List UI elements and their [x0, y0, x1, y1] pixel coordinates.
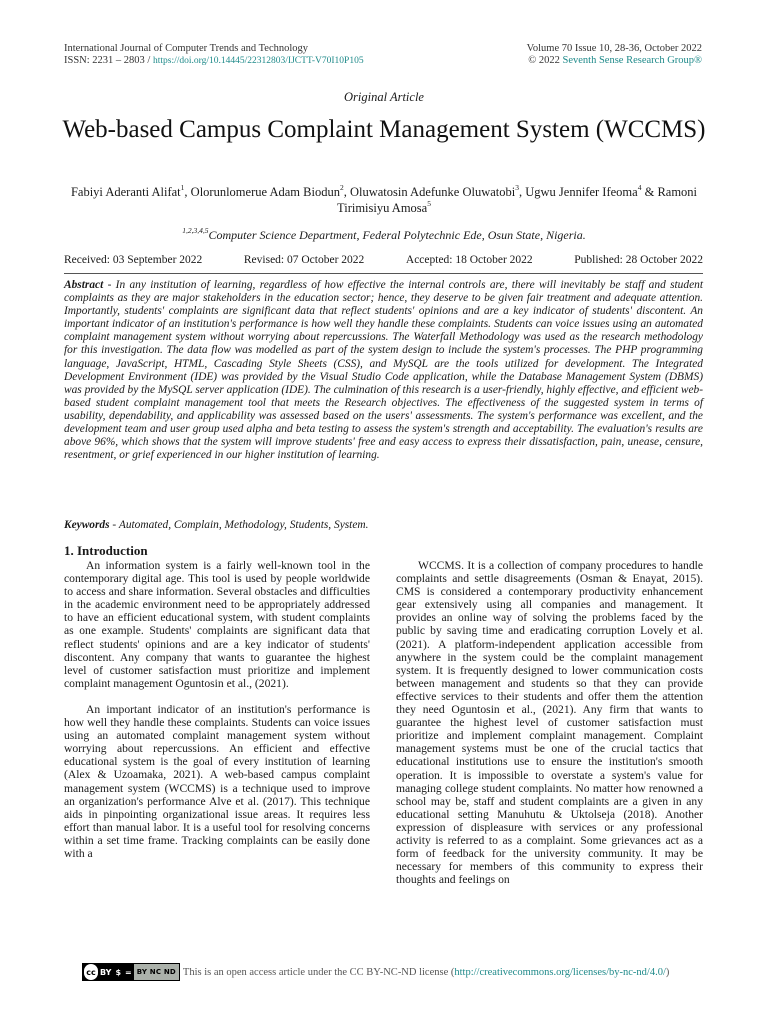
affiliation-text: Computer Science Department, Federal Polytechnic Ede, Osun State, Nigeria. — [208, 228, 586, 242]
date-received: Received: 03 September 2022 — [64, 254, 203, 266]
date-published: Published: 28 October 2022 — [574, 254, 703, 266]
cc-license-badge[interactable] — [82, 963, 180, 981]
license-footer — [82, 963, 669, 981]
license-link[interactable]: http://creativecommons.org/licenses/by-nc-nd/4.0/ — [454, 966, 666, 978]
volume-info: Volume 70 Issue 10, 28-36, October 2022 — [526, 43, 702, 54]
keywords-text: - Automated, Complain, Methodology, Students, System. — [109, 519, 369, 531]
abstract-text: - In any institution of learning, regardless of how effective the internal controls are, there will inevitably be staff and student complaints as they are major stakeholders in the education sector; hence, they deserve to be given fair treatment and adequate attention. Importantly, students' complaints are significant data that reflect students' opinions and are a key indicator of students' discontent. An important indicator of an institution's performance is how well they handle these complaints. Students can voice issues using an automated complaint management system without worrying about repercussions. The Waterfall Methodology was used as the research methodology for this investigation. The data flow was modelled as part of the system design to include the system's processes. The PHP programming language, JavaScript, HTML, Cascading Style Sheets (CSS), and MySQL are the tools utilized for development. The Integrated Development Environment (IDE) was provided by the Visual Studio Code application, while the Database Management System (DBMS) was provided by the MySQL server application (IDE). The culmination of this research is a user-friendly, highly effective, and efficient web-based student complaint management tool that meets the Research objectives. The effectiveness of the suggested system in terms of usability, dependability, and applicability was assessed based on the users' assessments. The system's performance was excellent, and the development team and user group used alpha and beta testing to assess the system's strength and acceptability. The evaluation's results are above 96%, which shows that the system will improve students' free and easy access to express their dissatisfaction, pain, unease, censure, resentment, or grief experienced in our higher institution of learning. — [64, 279, 703, 462]
author-sep: , — [518, 185, 526, 199]
section-heading: 1. Introduction — [64, 543, 148, 558]
keywords — [64, 519, 703, 531]
copyright: © 2022 — [528, 55, 560, 66]
column-right — [396, 559, 703, 899]
nc-icon: $ — [115, 967, 122, 977]
license-text-end: ) — [665, 966, 670, 978]
author-name: Olorunlomerue Adam Biodun — [190, 185, 340, 199]
issn: ISSN: 2231 – 2803 / — [64, 55, 151, 66]
author-sep: , — [343, 185, 350, 199]
paper-title: Web-based Campus Complaint Management System (WCCMS) — [62, 116, 706, 143]
author-list — [64, 184, 704, 216]
author-affil-mark: 2 — [339, 182, 344, 192]
affiliation-marks: 1,2,3,4,5 — [182, 226, 209, 235]
abstract — [64, 279, 703, 462]
header-left — [64, 43, 364, 67]
author-affil-mark: 1 — [180, 182, 185, 192]
journal-name: International Journal of Computer Trends and Technology — [64, 43, 309, 54]
date-revised: Revised: 07 October 2022 — [243, 254, 365, 266]
abstract-label: Abstract — [64, 279, 104, 291]
author-sep: & — [641, 185, 658, 199]
nd-icon: = — [125, 967, 132, 977]
author-name: Ramoni Tirimisiyu Amosa — [337, 185, 698, 215]
article-type: Original Article — [344, 90, 424, 104]
column-left — [64, 559, 370, 873]
by-icon: BY — [100, 967, 112, 977]
paragraph: An important indicator of an institution's performance is how well they handle these complaints. Students can voice issues using an automated complaint management system without worrying about repercussions. An efficient and effective educational system is the goal of every institution of learning (Alex & Uzoamaka, 2021). A web-based campus complaint management system (WCCMS) is a technique used to improve an organization's performance Alve et al. (2017). This technique aids in pinpointing organizational issue areas. It requires less effort than manual labor. It is a useful tool for resolving concerns within a set time frame. Tracking complaints can be easily done with a — [64, 702, 370, 860]
author-name: Ugwu Jennifer Ifeoma — [525, 185, 638, 199]
paragraph: An information system is a fairly well-known tool in the contemporary digital age. This tool is used by people worldwide to access and share information. Several obstacles and difficulties in the academic environment need to be appropriately addressed to have an efficient educational system, with student complaints as one example. Students' complaints are significant data that reflect students' opinions and are a key indicator of students' discontent. Any company that wants to guarantee the highest level of customer satisfaction must prioritize and implement complaint management Oguntosin et al., (2021). — [64, 559, 370, 690]
divider — [64, 273, 703, 274]
cc-icon: cc — [84, 964, 98, 980]
dates-row — [64, 254, 703, 266]
publisher-link[interactable]: Seventh Sense Research Group® — [562, 55, 702, 66]
license-text-icon: BY NC ND — [134, 964, 179, 980]
author-name: Oluwatosin Adefunke Oluwatobi — [349, 185, 516, 199]
doi-link[interactable]: https://doi.org/10.14445/22312803/IJCTT-V70I10P105 — [152, 56, 364, 66]
keywords-label: Keywords — [64, 519, 110, 531]
issn-line — [64, 55, 364, 67]
date-accepted: Accepted: 18 October 2022 — [405, 254, 533, 266]
author-sep: , — [184, 185, 191, 199]
header-right — [527, 43, 702, 67]
paragraph: WCCMS. It is a collection of company procedures to handle complaints and settle disagreements (Osman & Enayat, 2015). CMS is considered a contemporary productivity enhancement gear extensively using all companies and management. It provides an online way of solving the problems faced by the public by saving time and eradicating corruption Lovely et al. (2021). A platform-independent application accessible from anywhere in the system could be the complaint management system. It is frequently designed to lower communication costs between management and students so that they can provide effective services to their students and offer them the attention they need Oguntosin et al., (2021). Any firm that wants to guarantee the highest level of customer satisfaction must prioritize and implement complaint management. Complaint management systems must be one of the crucial tactics that educational institutions use to ensure the institution's smooth operation. It is impossible to overstate a system's value for managing college student complaints. No matter how renowned a school may be, staff and student complaints are a given in any educational setting Manuhutu & Uktolseja (2018). Another expression of displeasure with services or any professional activity is referred to as a complaint. Some grievances act as a form of feedback for the university community. It may be necessary for members of this community to express their thoughts and feelings on — [396, 559, 703, 887]
author-affil-mark: 3 — [515, 182, 519, 192]
copyright-line — [527, 55, 702, 67]
affiliation — [0, 228, 768, 243]
author-affil-mark: 5 — [427, 198, 431, 208]
author-affil-mark: 4 — [637, 182, 642, 192]
author-name: Fabiyi Aderanti Alifat — [70, 185, 181, 199]
license-text: This is an open access article under the CC BY-NC-ND license ( — [182, 966, 455, 978]
